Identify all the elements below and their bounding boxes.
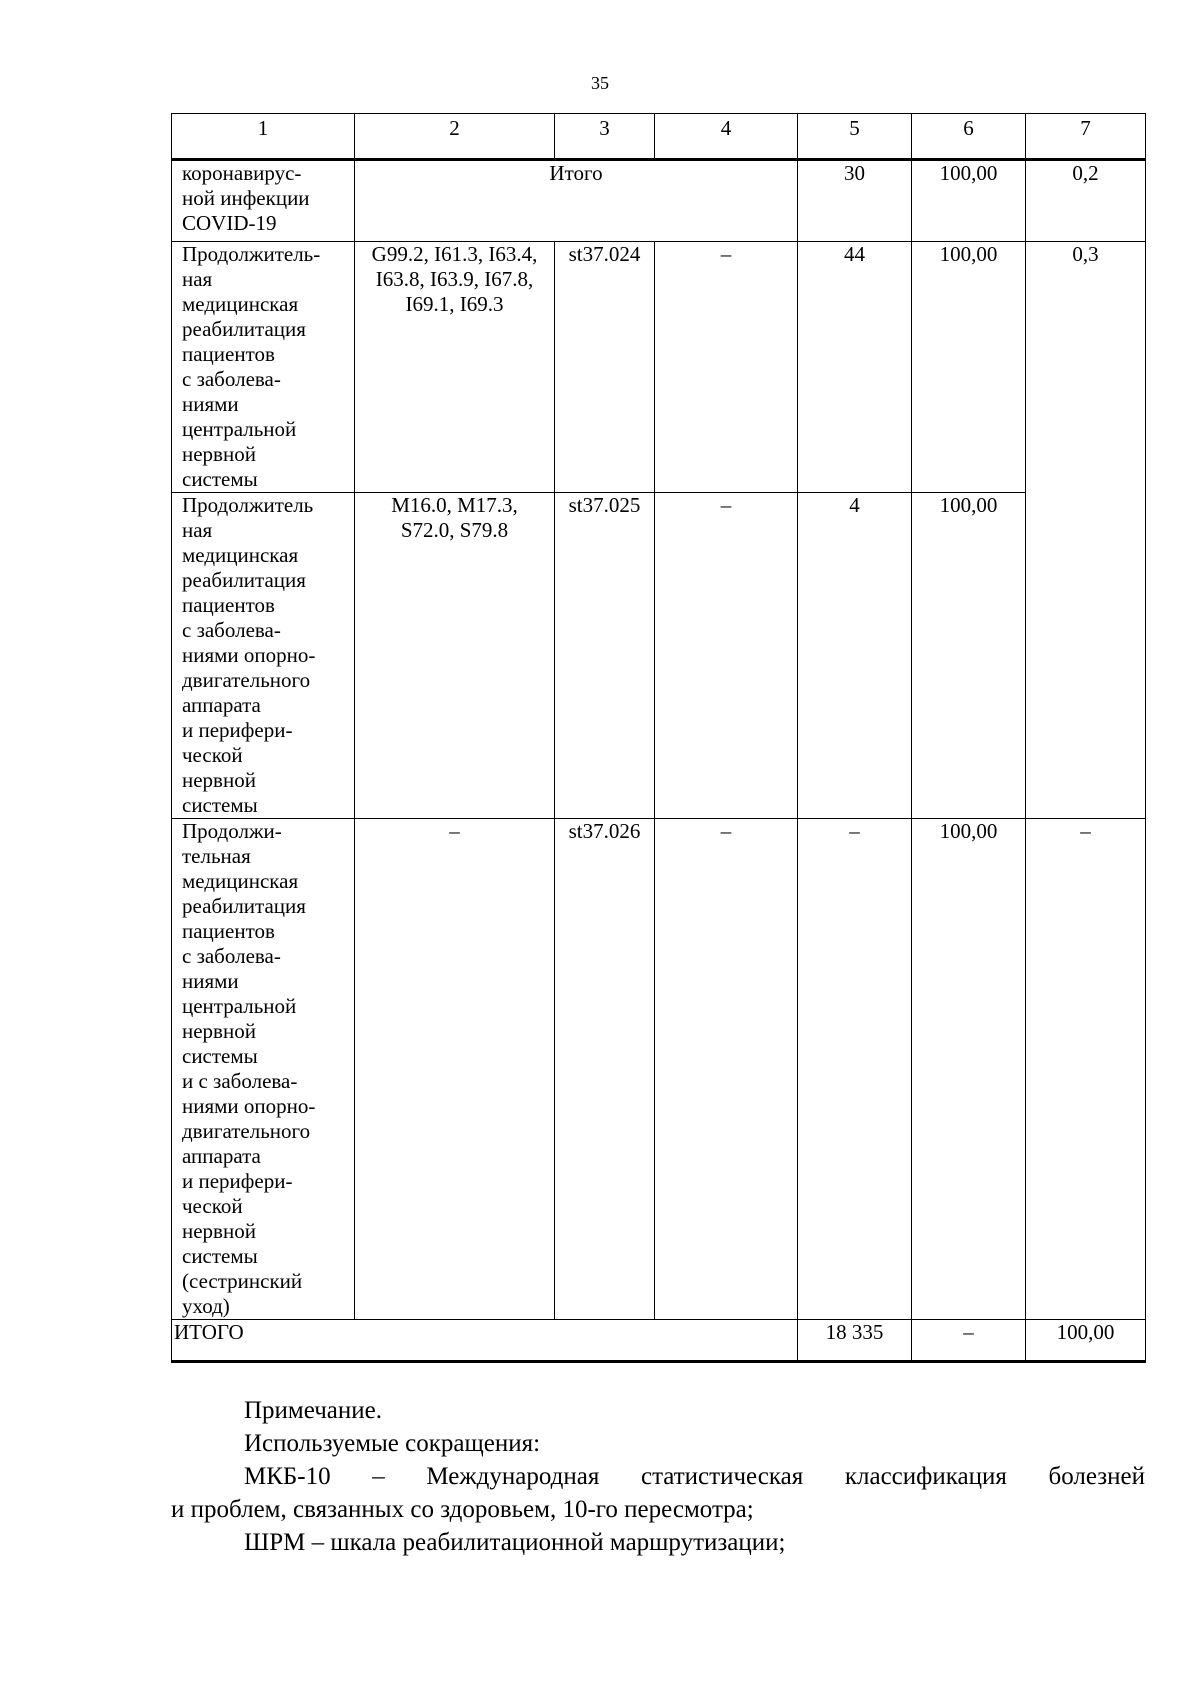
col7-cell: – — [1026, 819, 1146, 1320]
icd-codes-cell: M16.0, M17.3, S72.0, S79.8 — [355, 493, 555, 819]
col7-cell: 0,2 — [1026, 160, 1146, 242]
table-row — [172, 493, 1146, 819]
col6-cell: 100,00 — [912, 242, 1026, 493]
abbreviation-shrm: ШРМ – шкала реабилитационной маршрутизации; — [244, 1529, 786, 1556]
note-subtitle: Используемые сокращения: — [244, 1430, 541, 1457]
group-code-cell: st37.025 — [555, 493, 655, 819]
abbreviation-mkb-line1: МКБ-10 – Международная статистическая классификация болезней — [244, 1463, 1145, 1490]
col6-cell: 100,00 — [912, 493, 1026, 819]
col5-cell: – — [798, 819, 912, 1320]
group-code-cell: st37.024 — [555, 242, 655, 493]
col4-cell: – — [655, 242, 798, 493]
row-name-cell: Продолжи- тельная медицинская реабилитация пациентов с заболева- ниями центральной нервной системы и с заболева- ниями опорно- двигательного аппарата и перифери- ческой нервной системы (сестринский уход) — [172, 819, 355, 1320]
table-row — [172, 160, 1146, 242]
note-title: Примечание. — [244, 1397, 383, 1424]
total-label: ИТОГО — [172, 1320, 798, 1362]
group-code-cell: st37.026 — [555, 819, 655, 1320]
column-number-7: 7 — [1026, 114, 1146, 160]
column-number-1: 1 — [172, 114, 355, 160]
column-number-5: 5 — [798, 114, 912, 160]
column-number-6: 6 — [912, 114, 1026, 160]
column-number-2: 2 — [355, 114, 555, 160]
total-col6-cell: – — [912, 1320, 1026, 1362]
total-col7-cell: 100,00 — [1026, 1320, 1146, 1362]
abbreviation-mkb-line2: и проблем, связанных со здоровьем, 10-го пересмотра; — [171, 1496, 754, 1523]
col5-cell: 4 — [798, 493, 912, 819]
col5-cell: 44 — [798, 242, 912, 493]
total-col5-cell: 18 335 — [798, 1320, 912, 1362]
row-name-cell: Продолжитель ная медицинская реабилитация пациентов с заболева- ниями опорно- двигательного аппарата и перифери- ческой нервной системы — [172, 493, 355, 819]
icd-codes-cell: – — [355, 819, 555, 1320]
col6-cell: 100,00 — [912, 819, 1026, 1320]
icd-codes-cell: G99.2, I61.3, I63.4, I63.8, I63.9, I67.8, I69.1, I69.3 — [355, 242, 555, 493]
classification-table — [171, 113, 1146, 1363]
col7-merged-cell: 0,3 — [1026, 242, 1146, 819]
col5-cell: 30 — [798, 160, 912, 242]
table-row — [172, 242, 1146, 493]
col6-cell: 100,00 — [912, 160, 1026, 242]
row-name-cell: Продолжитель- ная медицинская реабилитация пациентов с заболева- ниями центральной нервной системы — [172, 242, 355, 493]
subtotal-label-cell: Итого — [355, 160, 798, 242]
table-row — [172, 819, 1146, 1320]
col4-cell: – — [655, 493, 798, 819]
total-row — [172, 1320, 1146, 1362]
col4-cell: – — [655, 819, 798, 1320]
column-number-row — [172, 114, 1146, 160]
notes-section — [171, 1394, 1145, 1559]
page-number: 35 — [591, 73, 609, 93]
column-number-4: 4 — [655, 114, 798, 160]
row-name-cell: коронавирус- ной инфекции COVID-19 — [172, 160, 355, 242]
column-number-3: 3 — [555, 114, 655, 160]
